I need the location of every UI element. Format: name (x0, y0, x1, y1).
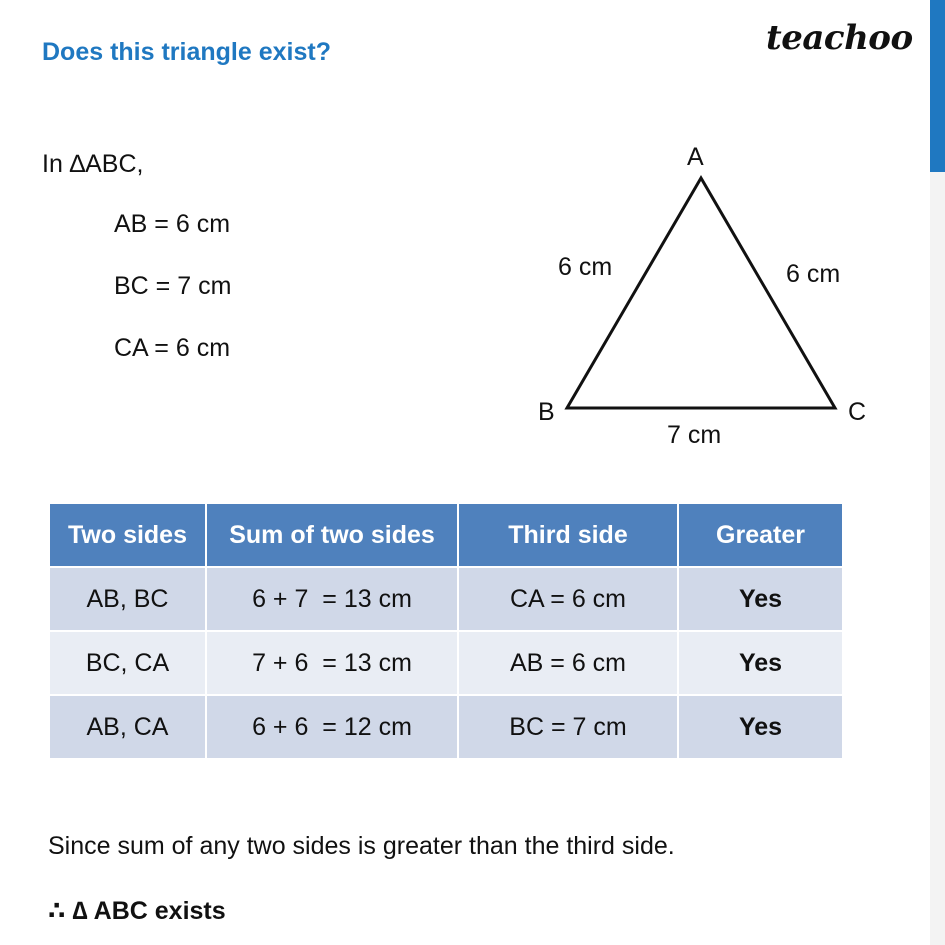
given-intro: In ∆ABC, (42, 150, 144, 178)
triangle-figure (520, 130, 880, 460)
table-row (49, 631, 843, 695)
vertex-a-label: A (687, 143, 704, 171)
vertex-c-label: C (848, 398, 867, 426)
cell-third: CA = 6 cm (458, 567, 678, 631)
cell-sum: 7 + 6 = 13 cm (206, 631, 458, 695)
given-ca: CA = 6 cm (114, 334, 231, 362)
scrollbar-thumb[interactable] (930, 0, 945, 172)
conclusion-text: Since sum of any two sides is greater than the third side. (48, 832, 675, 860)
given-bc: BC = 7 cm (114, 272, 232, 300)
cell-sum: 6 + 6 = 12 cm (206, 695, 458, 759)
conclusion-result: ∴ ∆ ABC exists (48, 897, 226, 925)
teachoo-logo: teachoo (766, 18, 913, 58)
cell-greater: Yes (678, 631, 843, 695)
header-third-side: Third side (458, 503, 678, 567)
cell-sides: AB, BC (49, 567, 206, 631)
scrollbar[interactable] (930, 0, 945, 945)
table-row (49, 567, 843, 631)
side-ab-label: 6 cm (558, 253, 613, 281)
cell-sides: BC, CA (49, 631, 206, 695)
cell-greater: Yes (678, 695, 843, 759)
given-ab: AB = 6 cm (114, 210, 231, 238)
table-header-row (49, 503, 843, 567)
triangle-shape (567, 178, 835, 408)
side-ac-label: 6 cm (786, 260, 841, 288)
cell-sum: 6 + 7 = 13 cm (206, 567, 458, 631)
page-title: Does this triangle exist? (42, 38, 331, 66)
comparison-table (48, 502, 844, 760)
side-bc-label: 7 cm (667, 421, 722, 449)
vertex-b-label: B (538, 398, 555, 426)
cell-sides: AB, CA (49, 695, 206, 759)
table-row (49, 695, 843, 759)
header-sum: Sum of two sides (206, 503, 458, 567)
header-greater: Greater (678, 503, 843, 567)
header-two-sides: Two sides (49, 503, 206, 567)
cell-greater: Yes (678, 567, 843, 631)
cell-third: AB = 6 cm (458, 631, 678, 695)
cell-third: BC = 7 cm (458, 695, 678, 759)
